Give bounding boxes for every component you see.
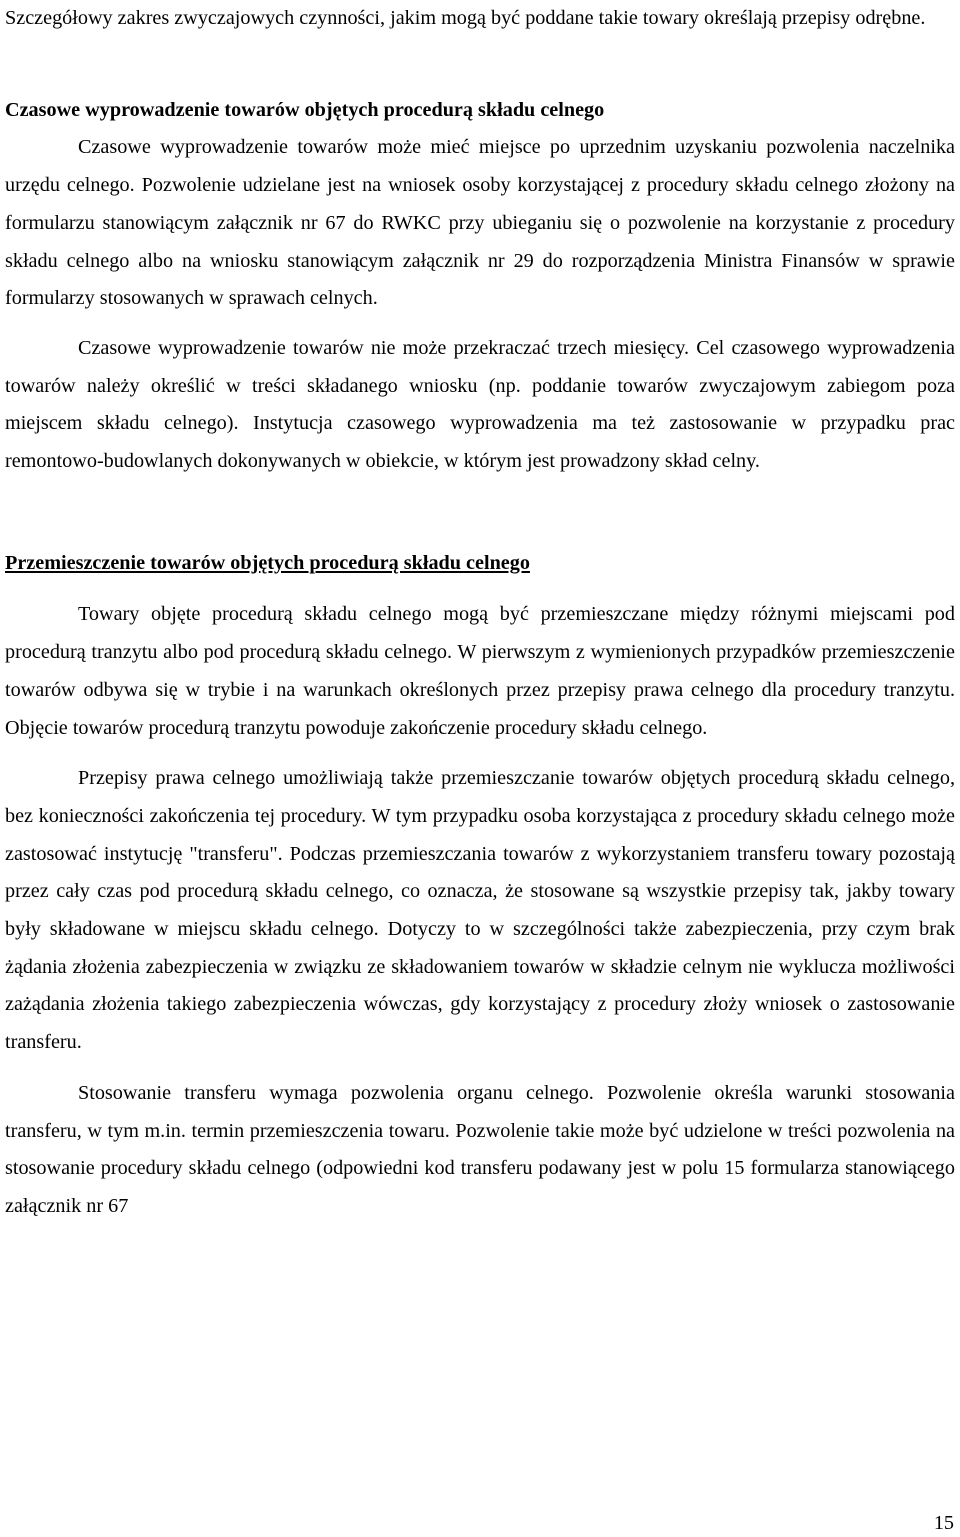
page-number: 15 xyxy=(933,1512,954,1534)
paragraph: Czasowe wyprowadzenie towarów nie może przekraczać trzech miesięcy. Cel czasowego wyprowadzenia towarów należy określić w treści składanego wniosku (np. poddanie towarów zwyczajowym zabiegom poza miejscem składu celnego). Instytucja czasowego wyprowadzenia ma też zastosowanie w przypadku prac remontowo-budowlanych dokonywanych w obiekcie, w którym jest prowadzony skład celny. xyxy=(5,336,955,473)
section-heading-temporary-removal: Czasowe wyprowadzenie towarów objętych procedurą składu celnego xyxy=(5,98,605,121)
paragraph: Czasowe wyprowadzenie towarów może mieć miejsce po uprzednim uzyskaniu pozwolenia naczelnika urzędu celnego. Pozwolenie udzielane jest na wniosek osoby korzystającej z procedury składu celnego złożony na formularzu stanowiącym załącznik nr 67 do RWKC przy ubieganiu się o pozwolenie na korzystanie z procedury składu celnego albo na wniosku stanowiącym załącznik nr 29 do rozporządzenia Ministra Finansów w sprawie formularzy stosowanych w sprawach celnych. xyxy=(5,136,955,310)
paragraph: Przepisy prawa celnego umożliwiają także przemieszczanie towarów objętych procedurą składu celnego, bez konieczności zakończenia tej procedury. W tym przypadku osoba korzystająca z procedury składu celnego może zastosować instytucję "transferu". Podczas przemieszczania towarów z wykorzystaniem transferu towary pozostają przez cały czas pod procedurą składu celnego, co oznacza, że stosowane są wszystkie przepisy tak, jakby towary były składowane w miejscu składu celnego. Dotyczy to w szczególności także zabezpieczenia, przy czym brak żądania złożenia zabezpieczenia w związku ze składowaniem towarów w składzie celnym nie wyklucza możliwości zażądania złożenia takiego zabezpieczenia wówczas, gdy korzystający z procedury złoży wniosek o zastosowanie transferu. xyxy=(5,767,955,1054)
paragraph: Stosowanie transferu wymaga pozwolenia organu celnego. Pozwolenie określa warunki stosowania transferu, w tym m.in. termin przemieszczenia towaru. Pozwolenie takie może być udzielone w treści pozwolenia na stosowanie procedury składu celnego (odpowiedni kod transferu podawany jest w polu 15 formularza stanowiącego załącznik nr 67 xyxy=(5,1081,955,1217)
paragraph: Towary objęte procedurą składu celnego mogą być przemieszczane między różnymi miejscami pod procedurą tranzytu albo pod procedurą składu celnego. W pierwszym z wymienionych przypadków przemieszczenie towarów odbywa się w trybie i na warunkach określonych przez przepisy prawa celnego dla procedury tranzytu. Objęcie towarów procedurą tranzytu powoduje zakończenie procedury składu celnego. xyxy=(5,603,955,739)
intro-paragraph: Szczegółowy zakres zwyczajowych czynności, jakim mogą być poddane takie towary określają przepisy odrębne. xyxy=(5,7,926,29)
document-page xyxy=(5,0,955,1226)
section-heading-relocation: Przemieszczenie towarów objętych procedurą składu celnego xyxy=(5,551,530,574)
